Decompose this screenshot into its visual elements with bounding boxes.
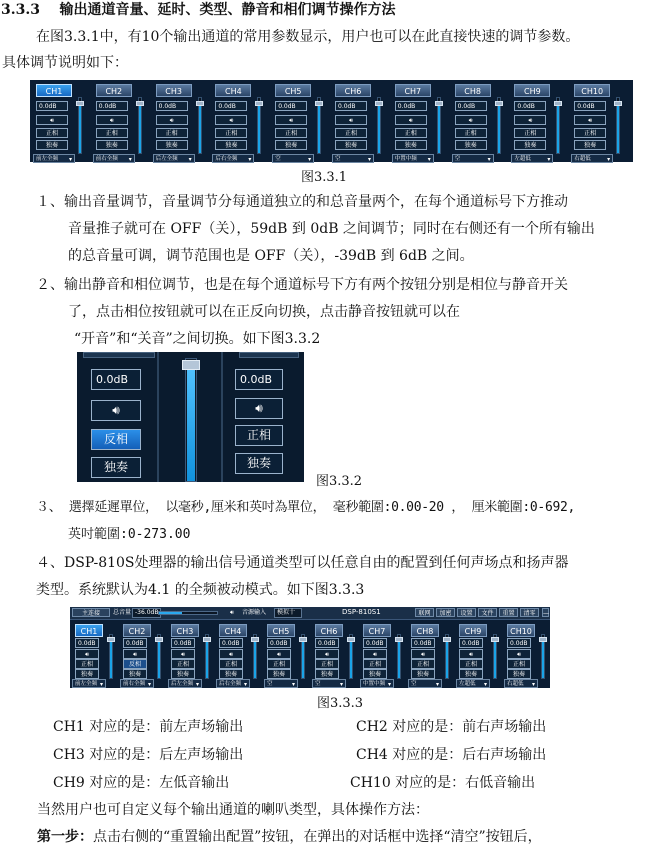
speaker-type-select[interactable]: 前左全频 ▾ [33, 154, 75, 163]
volume-fader-fill [139, 104, 141, 154]
volume-fader-fill [258, 104, 260, 154]
speaker-icon: 🔊︎ [469, 651, 473, 658]
channel-label-button[interactable]: CH7 [395, 84, 431, 97]
speaker-type-select[interactable]: 空 ▾ [408, 679, 442, 688]
phase-button[interactable]: 正相 [315, 659, 339, 669]
channel-strip [215, 624, 263, 688]
channel-label-button[interactable]: CH6 [335, 84, 371, 97]
channel-strip [570, 84, 630, 160]
phase-button[interactable]: 正相 [215, 128, 247, 138]
step1-line [37, 827, 542, 847]
channel-label-button[interactable]: CH7 [363, 624, 391, 637]
volume-field[interactable]: 0.0dB [459, 638, 483, 648]
mute-button[interactable] [574, 115, 606, 125]
channel-strip [391, 84, 451, 160]
item3-line-1: ３、 選擇延遲單位， 以毫秒,厘米和英吋為單位， 毫秒範圍:0.00-20 ， 厘米範圍:0-692, [36, 500, 576, 515]
volume-fader-fill [617, 104, 619, 154]
speaker-icon: 🔊︎ [229, 651, 233, 658]
volume-field[interactable]: 0.0dB [315, 638, 339, 648]
solo-button[interactable]: 独奏 [171, 669, 195, 679]
solo-button[interactable]: 独奏 [411, 669, 435, 679]
solo-button[interactable]: 独奏 [36, 140, 68, 150]
channel-label-button[interactable]: CH2 [123, 624, 151, 637]
channel-strip [211, 84, 271, 160]
speaker-icon: 🔊︎ [133, 651, 137, 658]
channel-label-button[interactable]: CH4 [219, 624, 247, 637]
volume-fader-fill [438, 104, 440, 154]
custom-note: 当然用户也可自定义每个输出通道的喇叭类型，具体操作方法： [37, 802, 429, 818]
volume-fader-knob[interactable] [196, 101, 204, 106]
phase-button[interactable]: 正相 [171, 659, 195, 669]
volume-fader-fill [350, 639, 352, 678]
volume-fader-knob[interactable] [203, 637, 211, 642]
phase-button[interactable]: 正相 [507, 659, 531, 669]
solo-button[interactable]: 独奏 [75, 669, 99, 679]
mute-button[interactable] [363, 649, 387, 659]
input-select[interactable]: 模拟十 [274, 608, 302, 618]
solo-button[interactable]: 独奏 [455, 140, 487, 150]
volume-fader-fill [206, 639, 208, 678]
phase-button[interactable]: 正相 [96, 128, 128, 138]
channel-strip [407, 624, 455, 688]
channel-strip [510, 84, 570, 160]
mapping-ch4: CH4 对应的是：后右声场输出 [356, 747, 547, 763]
mute-button[interactable] [514, 115, 546, 125]
volume-field[interactable]: 0.0dB [411, 638, 435, 648]
channel-strip [71, 624, 119, 688]
speaker-type-select[interactable]: 后左全频 ▾ [153, 154, 195, 163]
speaker-type-select[interactable]: 空 ▾ [332, 154, 374, 163]
channel-label-button[interactable]: CH10 [507, 624, 535, 637]
speaker-type-select[interactable]: 后左全频 ▾ [168, 679, 202, 688]
volume-fader-fill [318, 104, 320, 154]
volume-fader-fill [446, 639, 448, 678]
speaker-type-select[interactable]: 空 ▾ [312, 679, 346, 688]
volume-fader-knob[interactable] [554, 101, 562, 106]
speaker-icon: 🔊︎ [109, 117, 114, 124]
volume-field[interactable]: 0.0dB [156, 101, 188, 111]
channel-strip [503, 624, 551, 688]
solo-button[interactable]: 独奏 [156, 140, 188, 150]
solo-button[interactable]: 独奏 [219, 669, 243, 679]
channel-label-button[interactable]: CH8 [455, 84, 491, 97]
speaker-type-select[interactable]: 前右全频 ▾ [120, 679, 154, 688]
volume-fader-fill [79, 104, 81, 154]
section-heading [1, 0, 395, 20]
volume-fader-fill [494, 639, 496, 678]
channel-label-button[interactable]: CH6 [315, 624, 343, 637]
mute-button[interactable] [507, 649, 531, 659]
master-volume-label: 总音量 [113, 609, 132, 616]
toolbar [70, 607, 550, 620]
phase-button[interactable]: 正相 [459, 659, 483, 669]
volume-field[interactable]: 0.0dB [75, 638, 99, 648]
item4-line-1: ４、DSP-810S处理器的输出信号通道类型可以任意自由的配置到任何声场点和扬声器 [36, 555, 569, 571]
volume-field[interactable]: 0.0dB [123, 638, 147, 648]
channel-label-button[interactable]: CH5 [275, 84, 311, 97]
volume-fader-knob[interactable] [251, 637, 259, 642]
volume-fader-knob[interactable] [136, 101, 144, 106]
mute-button[interactable] [459, 649, 483, 659]
solo-button[interactable]: 独奏 [91, 457, 141, 478]
speaker-icon: 🔊︎ [325, 651, 329, 658]
master-fader-knob[interactable] [182, 360, 200, 370]
volume-fader-knob[interactable] [155, 637, 163, 642]
mute-button[interactable] [411, 649, 435, 659]
master-volume-slider[interactable] [158, 611, 218, 615]
mapping-ch9: CH9 对应的是：左低音输出 [53, 775, 230, 791]
mute-button[interactable] [315, 649, 339, 659]
channel-label-button[interactable]: CH2 [96, 84, 132, 97]
volume-fader-knob[interactable] [107, 637, 115, 642]
solo-button[interactable]: 独奏 [315, 669, 339, 679]
phase-button[interactable]: 正相 [411, 659, 435, 669]
volume-field[interactable]: 0.0dB [514, 101, 546, 111]
speaker-type-select[interactable]: 左超低 ▾ [456, 679, 490, 688]
step1-label: 第一步： [37, 829, 93, 845]
volume-fader-knob[interactable] [435, 101, 443, 106]
speaker-icon: 🔊︎ [517, 651, 521, 658]
mute-button[interactable] [36, 115, 68, 125]
volume-fader-knob[interactable] [491, 637, 499, 642]
volume-field-2[interactable]: 0.0dB [235, 369, 283, 390]
phase-button[interactable]: 正相 [219, 659, 243, 669]
figure-3-3-3-channel-panel [70, 607, 550, 688]
volume-field[interactable]: 0.0dB [335, 101, 367, 111]
channel-label-button[interactable]: CH4 [215, 84, 251, 97]
toolbar-button[interactable]: 清零 [520, 608, 539, 617]
phase-button[interactable]: 正相 [335, 128, 367, 138]
channel-strip [451, 84, 511, 160]
speaker-icon: 🔊︎ [169, 117, 174, 124]
figure-3-3-2-detail [77, 352, 304, 482]
speaker-icon: 🔊︎ [289, 117, 294, 124]
item4-line-2: 类型。系统默认为4.1 的全频被动模式。如下图3.3.3 [36, 582, 365, 598]
volume-field[interactable]: 0.0dB [219, 638, 243, 648]
channel-label-button[interactable]: CH9 [459, 624, 487, 637]
mute-button[interactable] [455, 115, 487, 125]
phase-button[interactable]: 正相 [574, 128, 606, 138]
speaker-icon: 🔊︎ [85, 651, 89, 658]
volume-fader-knob[interactable] [614, 101, 622, 106]
mute-button[interactable] [171, 649, 195, 659]
toolbar-button[interactable]: 联网 [415, 608, 434, 617]
volume-fader-fill [557, 104, 559, 154]
speaker-icon: 🔊︎ [50, 117, 54, 124]
volume-field[interactable]: 0.0dB [91, 369, 141, 390]
phase-button[interactable]: 正相 [514, 128, 546, 138]
solo-button[interactable]: 独奏 [215, 140, 247, 150]
speaker-icon: 🔊︎ [528, 117, 533, 124]
mute-button[interactable] [156, 115, 188, 125]
volume-fader-fill [302, 639, 304, 678]
mute-button-2[interactable] [235, 398, 283, 419]
mute-button[interactable] [75, 649, 99, 659]
mute-button[interactable] [215, 115, 247, 125]
solo-button[interactable]: 独奏 [574, 140, 606, 150]
speaker-icon: 🔊︎ [181, 651, 185, 658]
volume-fader-knob[interactable] [495, 101, 503, 106]
phase-button[interactable]: 正相 [275, 128, 307, 138]
speaker-type-select[interactable]: 右超低 ▾ [571, 154, 613, 163]
link-button[interactable]: 主连接 [72, 608, 110, 617]
step1-text: 点击右侧的“重置输出配置”按钮，在弹出的对话框中选择“清空”按钮后， [93, 829, 542, 845]
speaker-icon[interactable]: 🔊︎ [230, 609, 234, 616]
speaker-icon: 🔊︎ [277, 651, 281, 658]
figure-3-3-1-caption: 图3.3.1 [301, 170, 348, 185]
volume-fader-knob[interactable] [299, 637, 307, 642]
mapping-ch1: CH1 对应的是：前左声场输出 [53, 719, 244, 735]
toolbar-button[interactable]: 设置 [457, 608, 476, 617]
solo-button[interactable]: 独奏 [395, 140, 427, 150]
speaker-icon: 🔊︎ [349, 117, 353, 124]
item2-line-2: 了，点击相位按钮就可以在正反向切换，点击静音按钮就可以在 [68, 304, 460, 320]
mute-button[interactable] [219, 649, 243, 659]
speaker-type-select[interactable]: 空 ▾ [264, 679, 298, 688]
minimize-button[interactable]: — [543, 610, 549, 617]
speaker-type-select[interactable]: 中置中频 ▾ [360, 679, 394, 688]
speaker-type-select[interactable]: 右超低 ▾ [504, 679, 538, 688]
channel-label-button[interactable]: CH3 [171, 624, 199, 637]
toolbar-button[interactable]: 加密 [436, 608, 455, 617]
volume-fader-knob[interactable] [375, 101, 383, 106]
speaker-icon: 🔊︎ [408, 117, 413, 124]
volume-field[interactable]: 0.0dB [215, 101, 247, 111]
figure-3-3-2-caption: 图3.3.2 [316, 474, 363, 489]
mute-button[interactable] [96, 115, 128, 125]
channel-strip [32, 84, 92, 160]
solo-button[interactable]: 独奏 [275, 140, 307, 150]
channel-label-button[interactable]: CH3 [156, 84, 192, 97]
solo-button-2[interactable]: 独奏 [235, 453, 283, 474]
speaker-icon: 🔊︎ [112, 403, 120, 417]
phase-button[interactable]: 正相 [36, 128, 68, 138]
mute-button[interactable] [267, 649, 291, 659]
mute-button[interactable] [123, 649, 147, 659]
phase-button[interactable]: 反相 [91, 429, 141, 450]
volume-fader-knob[interactable] [315, 101, 323, 106]
phase-button[interactable]: 正相 [267, 659, 291, 669]
solo-button[interactable]: 独奏 [459, 669, 483, 679]
solo-button[interactable]: 独奏 [335, 140, 367, 150]
speaker-type-select[interactable]: 后右全频 ▾ [212, 154, 254, 163]
volume-fader-knob[interactable] [347, 637, 355, 642]
speaker-icon: 🔊︎ [229, 117, 234, 124]
speaker-type-select[interactable]: 中置中频 ▾ [392, 154, 434, 163]
volume-fader-fill [498, 104, 500, 154]
channel-label-button[interactable]: CH9 [514, 84, 550, 97]
speaker-icon: 🔊︎ [421, 651, 425, 658]
channel-label-button[interactable]: CH1 [75, 624, 103, 637]
device-name: DSP-810S1 [342, 608, 381, 616]
volume-field[interactable]: 0.0dB [507, 638, 531, 648]
volume-field[interactable]: 0.0dB [363, 638, 387, 648]
channel-label-button[interactable]: CH1 [36, 84, 72, 97]
figure-3-3-1-channel-panel [30, 80, 633, 162]
mute-button[interactable] [275, 115, 307, 125]
channel-label-button[interactable]: CH5 [267, 624, 295, 637]
channel-strip [271, 84, 331, 160]
volume-field[interactable]: 0.0dB [96, 101, 128, 111]
volume-field[interactable]: 0.0dB [574, 101, 606, 111]
speaker-icon: 🔊︎ [588, 117, 593, 124]
volume-fader-knob[interactable] [443, 637, 451, 642]
speaker-icon: 🔊︎ [468, 117, 473, 124]
channel-strip [119, 624, 167, 688]
solo-button[interactable]: 独奏 [96, 140, 128, 150]
phase-button-2[interactable]: 正相 [235, 425, 283, 446]
solo-button[interactable]: 独奏 [363, 669, 387, 679]
speaker-type-select[interactable]: 空 ▾ [272, 154, 314, 163]
phase-button[interactable]: 反相 [123, 659, 147, 669]
volume-fader-fill [398, 639, 400, 678]
intro-line-1: 在图3.3.1中，有10个输出通道的常用参数显示，用户也可以在此直接快速的调节参数。 [36, 29, 580, 45]
phase-button[interactable]: 正相 [395, 128, 427, 138]
item1-line-3: 的总音量可调，调节范围也是 OFF（关），-39dB 到 6dB 之间。 [68, 248, 474, 264]
channel-strip [331, 84, 391, 160]
section-number: 3.3.3 [1, 2, 40, 18]
section-title: 输出通道音量、延时、类型、静音和相们调节操作方法 [59, 2, 396, 18]
intro-line-2: 具体调节说明如下： [2, 55, 128, 71]
volume-field[interactable]: 0.0dB [455, 101, 487, 111]
volume-field[interactable]: 0.0dB [395, 101, 427, 111]
speaker-type-select[interactable]: 前右全频 ▾ [93, 154, 135, 163]
channel-strip [455, 624, 503, 688]
speaker-type-select[interactable]: 空 ▾ [452, 154, 494, 163]
volume-fader-knob[interactable] [395, 637, 403, 642]
channel-strip [263, 624, 311, 688]
item1-line-2: 音量推子就可在 OFF（关），59dB 到 0dB 之间调节；同时在右侧还有一个所有输出 [68, 221, 595, 237]
item1-line-1: １、输出音量调节，音量调节分每通道独立的和总音量两个，在每个通道标号下方推动 [36, 194, 568, 210]
master-volume-value[interactable]: -36.0dB [132, 608, 161, 618]
speaker-type-select[interactable]: 前左全频 ▾ [72, 679, 106, 688]
volume-field[interactable]: 0.0dB [36, 101, 68, 111]
figure-3-3-3-caption: 图3.3.3 [317, 696, 364, 711]
item3-line-2: 英吋範圍:0-273.00 [68, 527, 191, 542]
volume-field[interactable]: 0.0dB [267, 638, 291, 648]
solo-button[interactable]: 独奏 [123, 669, 147, 679]
channel-strip [152, 84, 212, 160]
speaker-icon: 🔊︎ [373, 651, 377, 658]
mapping-ch2: CH2 对应的是：前右声场输出 [356, 719, 547, 735]
solo-button[interactable]: 独奏 [507, 669, 531, 679]
volume-fader-fill [542, 639, 544, 678]
phase-button[interactable]: 正相 [75, 659, 99, 669]
channel-strip [311, 624, 359, 688]
phase-button[interactable]: 正相 [363, 659, 387, 669]
mute-button[interactable] [91, 400, 141, 421]
volume-field[interactable]: 0.0dB [275, 101, 307, 111]
master-fader-track[interactable] [185, 358, 197, 482]
channel-label-button[interactable]: CH10 [574, 84, 610, 97]
item2-line-1: ２、输出静音和相位调节，也是在每个通道标号下方有两个按钮分别是相位与静音开关 [36, 277, 568, 293]
volume-field[interactable]: 0.0dB [171, 638, 195, 648]
volume-fader-knob[interactable] [255, 101, 263, 106]
mapping-ch3: CH3 对应的是：后左声场输出 [53, 747, 244, 763]
volume-fader-fill [378, 104, 380, 154]
volume-fader-knob[interactable] [539, 637, 547, 642]
speaker-icon: 🔊︎ [255, 401, 263, 415]
volume-fader-fill [254, 639, 256, 678]
mute-button[interactable] [395, 115, 427, 125]
volume-fader-fill [110, 639, 112, 678]
solo-button[interactable]: 独奏 [514, 140, 546, 150]
item2-line-3: “开音”和“关音”之间切换。如下图3.3.2 [74, 331, 321, 347]
input-label: 音源输入 [242, 609, 267, 616]
phase-button[interactable]: 正相 [156, 128, 188, 138]
solo-button[interactable]: 独奏 [267, 669, 291, 679]
channel-strip [359, 624, 407, 688]
speaker-type-select[interactable]: 左超低 ▾ [511, 154, 553, 163]
toolbar-button[interactable]: 重置 [499, 608, 518, 617]
toolbar-button[interactable]: 文件 [478, 608, 497, 617]
speaker-type-select[interactable]: 后右全频 ▾ [216, 679, 250, 688]
volume-fader-fill [199, 104, 201, 154]
mute-button[interactable] [335, 115, 367, 125]
channel-strip [167, 624, 215, 688]
channel-label-button[interactable]: CH8 [411, 624, 439, 637]
volume-fader-knob[interactable] [76, 101, 84, 106]
volume-fader-fill [158, 639, 160, 678]
mapping-ch10: CH10 对应的是：右低音输出 [350, 775, 536, 791]
channel-strip [92, 84, 152, 160]
phase-button[interactable]: 正相 [455, 128, 487, 138]
